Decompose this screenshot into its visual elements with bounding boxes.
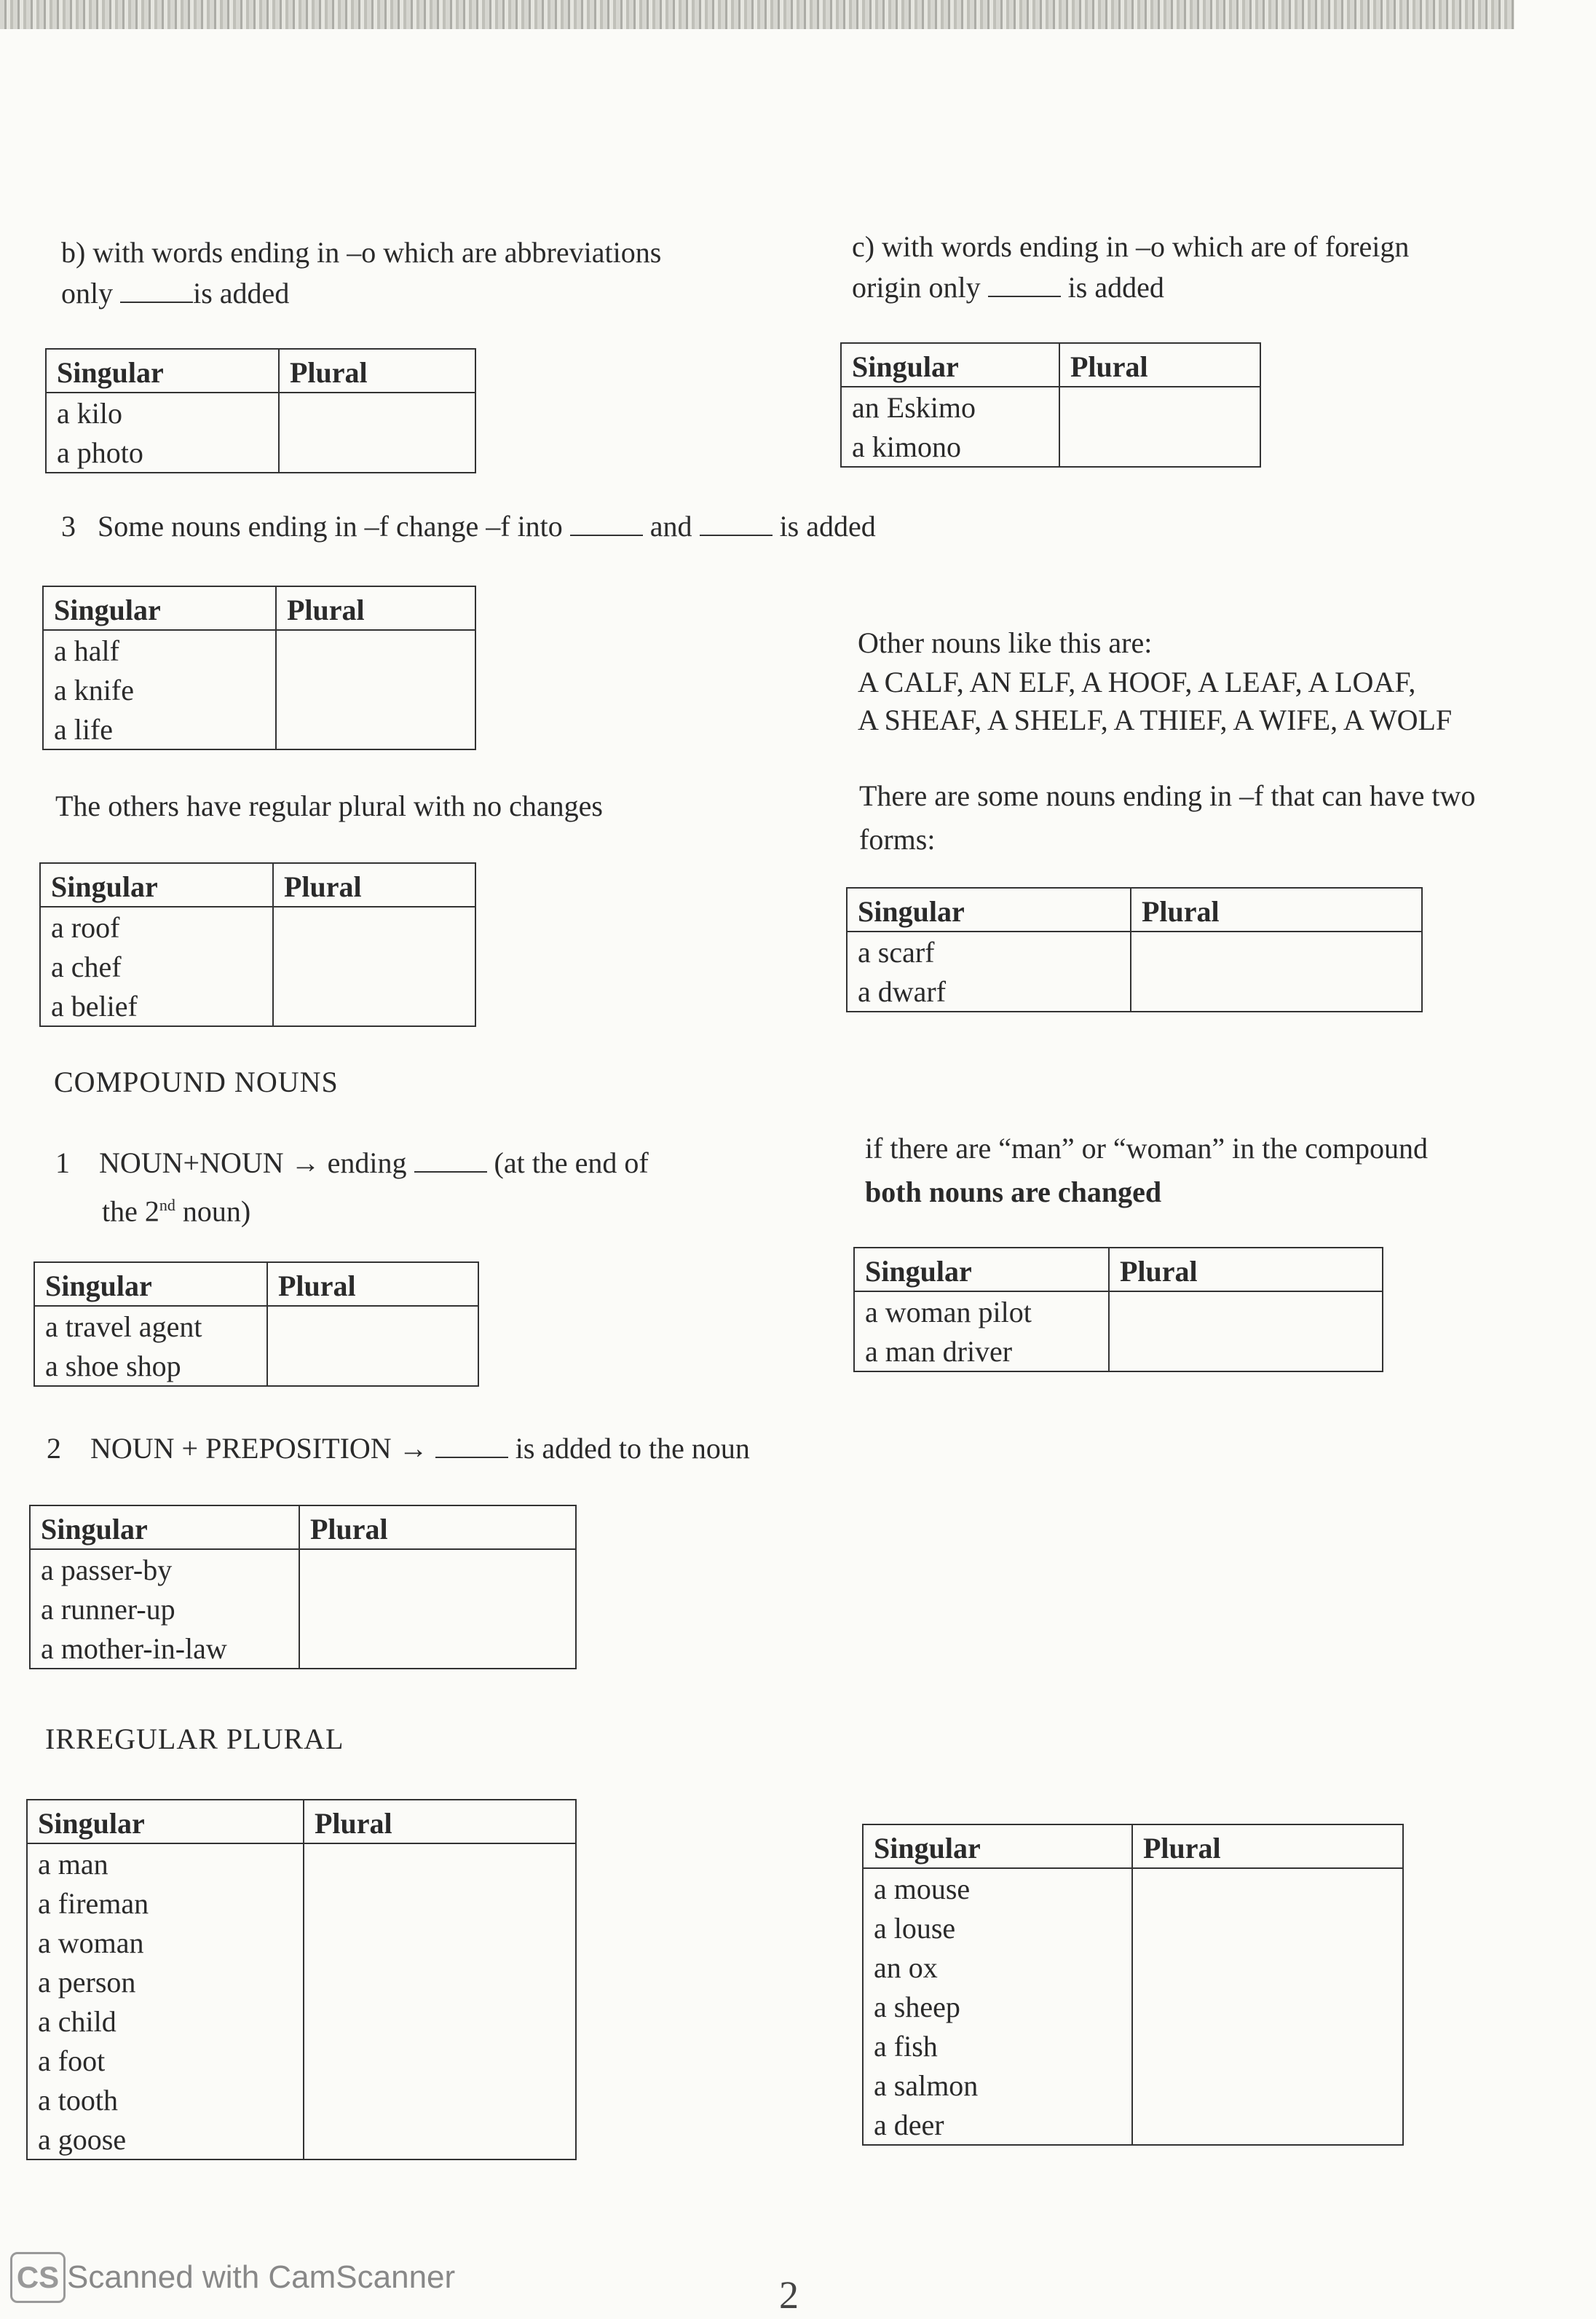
plural-cell[interactable] <box>304 1883 576 1923</box>
plural-cell[interactable] <box>267 1306 478 1346</box>
plural-cell[interactable] <box>304 2080 576 2119</box>
compound-rule1-text-d: noun) <box>175 1194 251 1228</box>
compound-rule1-number: 1 <box>55 1146 70 1179</box>
header-plural: Plural <box>1132 1824 1403 1868</box>
section-3-text-b: and <box>649 510 692 543</box>
plural-cell[interactable] <box>304 2041 576 2080</box>
section-b-line2a: only <box>61 277 114 310</box>
plural-cell[interactable] <box>299 1629 576 1669</box>
regular-f-text: The others have regular plural with no changes <box>55 790 603 822</box>
singular-cell: a fireman <box>27 1883 304 1923</box>
man-woman-line2: both nouns are changed <box>865 1176 1162 1208</box>
answer-blank-3a[interactable] <box>570 510 643 536</box>
plural-cell[interactable] <box>279 433 475 473</box>
singular-cell: a kilo <box>46 393 279 433</box>
singular-cell: a woman pilot <box>854 1291 1109 1331</box>
singular-cell: a fish <box>863 2026 1132 2066</box>
section-3-rule <box>61 505 876 548</box>
plural-cell[interactable] <box>304 1923 576 1962</box>
section-b-line2b: is added <box>193 277 290 310</box>
header-singular: Singular <box>30 1505 299 1549</box>
singular-cell: a passer-by <box>30 1549 299 1589</box>
singular-cell: a scarf <box>847 932 1131 972</box>
header-plural: Plural <box>1059 343 1260 387</box>
plural-cell[interactable] <box>1059 387 1260 427</box>
header-singular: Singular <box>46 349 279 393</box>
plural-cell[interactable] <box>1132 1868 1403 1908</box>
compound-rule2 <box>47 1428 750 1470</box>
camscanner-text: Scanned with CamScanner <box>67 2259 456 2295</box>
answer-blank-3b[interactable] <box>700 510 773 536</box>
header-plural: Plural <box>299 1505 576 1549</box>
two-forms-line2: forms: <box>859 823 936 856</box>
singular-cell: a knife <box>43 670 276 709</box>
section-c-line2a: origin only <box>852 271 981 304</box>
table-compound1 <box>33 1261 479 1387</box>
singular-cell: a woman <box>27 1923 304 1962</box>
singular-cell: a mouse <box>863 1868 1132 1908</box>
compound-rule1-text-a: NOUN+NOUN → ending <box>99 1146 407 1179</box>
other-nouns-intro: Other nouns like this are: <box>858 626 1153 659</box>
plural-cell[interactable] <box>1132 2105 1403 2145</box>
header-singular: Singular <box>27 1800 304 1843</box>
irregular-plural-heading: IRREGULAR PLURAL <box>45 1722 344 1755</box>
singular-cell: a shoe shop <box>34 1346 267 1386</box>
plural-cell[interactable] <box>273 947 475 986</box>
singular-cell: a chef <box>40 947 273 986</box>
plural-cell[interactable] <box>267 1346 478 1386</box>
compound-rule2-number: 2 <box>47 1432 61 1465</box>
plural-cell[interactable] <box>1132 1987 1403 2026</box>
singular-cell: a man <box>27 1843 304 1883</box>
singular-cell: a travel agent <box>34 1306 267 1346</box>
man-woman-line1: if there are “man” or “woman” in the compound <box>865 1132 1429 1165</box>
singular-cell: a runner-up <box>30 1589 299 1629</box>
plural-cell[interactable] <box>304 1962 576 2001</box>
singular-cell: a foot <box>27 2041 304 2080</box>
section-c-line2 <box>852 267 1164 309</box>
singular-cell: a mother-in-law <box>30 1629 299 1669</box>
singular-cell: a half <box>43 630 276 670</box>
section-b-line1: b) with words ending in –o which are abbreviations <box>61 236 662 269</box>
plural-cell[interactable] <box>1132 1908 1403 1948</box>
header-plural: Plural <box>276 586 475 630</box>
header-plural: Plural <box>267 1262 478 1306</box>
header-singular: Singular <box>34 1262 267 1306</box>
section-c-line1: c) with words ending in –o which are of foreign <box>852 230 1410 263</box>
header-plural: Plural <box>1131 888 1422 932</box>
singular-cell: a life <box>43 709 276 749</box>
singular-cell: a person <box>27 1962 304 2001</box>
singular-cell: a louse <box>863 1908 1132 1948</box>
header-plural: Plural <box>304 1800 576 1843</box>
table-regular-f <box>39 862 476 1027</box>
plural-cell[interactable] <box>276 670 475 709</box>
compound-rule1-sup: nd <box>159 1196 175 1214</box>
answer-blank-c[interactable] <box>988 271 1061 297</box>
section-b-line2 <box>61 272 289 315</box>
singular-cell: an ox <box>863 1948 1132 1987</box>
plural-cell[interactable] <box>1131 932 1422 972</box>
compound-rule2-text-a: NOUN + PREPOSITION → <box>90 1432 428 1465</box>
singular-cell: a child <box>27 2001 304 2041</box>
plural-cell[interactable] <box>1109 1331 1383 1371</box>
plural-cell[interactable] <box>304 2001 576 2041</box>
plural-cell[interactable] <box>1132 1948 1403 1987</box>
singular-cell: a belief <box>40 986 273 1026</box>
table-compound2 <box>29 1505 577 1669</box>
section-c-line2b: is added <box>1067 271 1164 304</box>
compound-rule1-line1 <box>55 1142 649 1184</box>
plural-cell[interactable] <box>273 907 475 947</box>
plural-cell[interactable] <box>299 1549 576 1589</box>
singular-cell: a salmon <box>863 2066 1132 2105</box>
header-plural: Plural <box>1109 1248 1383 1291</box>
header-singular: Singular <box>841 343 1059 387</box>
header-singular: Singular <box>43 586 276 630</box>
table-two-forms <box>846 887 1423 1012</box>
plural-cell[interactable] <box>304 1843 576 1883</box>
plural-cell[interactable] <box>304 2119 576 2159</box>
singular-cell: a deer <box>863 2105 1132 2145</box>
plural-cell[interactable] <box>1059 427 1260 467</box>
header-singular: Singular <box>40 863 273 907</box>
page-number: 2 <box>779 2273 799 2317</box>
answer-blank-b[interactable] <box>120 277 193 303</box>
singular-cell: an Eskimo <box>841 387 1059 427</box>
section-3-text-a: Some nouns ending in –f change –f into <box>98 510 563 543</box>
singular-cell: a goose <box>27 2119 304 2159</box>
camscanner-logo: CS <box>10 2252 66 2303</box>
two-forms-line1: There are some nouns ending in –f that can have two <box>859 779 1476 812</box>
plural-cell[interactable] <box>1131 972 1422 1012</box>
header-plural: Plural <box>273 863 475 907</box>
table-irregular-right <box>862 1824 1404 2146</box>
singular-cell: a kimono <box>841 427 1059 467</box>
plural-cell[interactable] <box>1132 2026 1403 2066</box>
table-man-woman <box>853 1247 1383 1372</box>
scan-edge <box>0 0 1514 29</box>
compound-rule1-line2 <box>102 1184 250 1232</box>
table-b <box>45 348 476 473</box>
other-nouns-line1: A CALF, AN ELF, A HOOF, A LEAF, A LOAF, <box>858 666 1416 698</box>
singular-cell: a man driver <box>854 1331 1109 1371</box>
singular-cell: a dwarf <box>847 972 1131 1012</box>
table-irregular-left <box>26 1799 577 2160</box>
table-c <box>840 342 1261 468</box>
other-nouns-line2: A SHEAF, A SHELF, A THIEF, A WIFE, A WOLF <box>858 704 1453 736</box>
compound-rule1-text-b: (at the end of <box>494 1146 649 1179</box>
header-singular: Singular <box>847 888 1131 932</box>
header-plural: Plural <box>279 349 475 393</box>
singular-cell: a sheep <box>863 1987 1132 2026</box>
plural-cell[interactable] <box>273 986 475 1026</box>
camscanner-watermark <box>10 2252 455 2303</box>
plural-cell[interactable] <box>299 1589 576 1629</box>
compound-nouns-heading: COMPOUND NOUNS <box>54 1066 339 1098</box>
compound-rule1-text-c: the 2 <box>102 1194 159 1228</box>
plural-cell[interactable] <box>276 709 475 749</box>
header-singular: Singular <box>863 1824 1132 1868</box>
section-3-text-c: is added <box>779 510 876 543</box>
compound-rule2-text-b: is added to the noun <box>515 1432 750 1465</box>
plural-cell[interactable] <box>1109 1291 1383 1331</box>
plural-cell[interactable] <box>276 630 475 670</box>
singular-cell: a photo <box>46 433 279 473</box>
header-singular: Singular <box>854 1248 1109 1291</box>
answer-blank-compound2[interactable] <box>435 1432 508 1458</box>
plural-cell[interactable] <box>1132 2066 1403 2105</box>
answer-blank-compound1[interactable] <box>414 1146 487 1173</box>
table-f-change <box>42 586 476 750</box>
singular-cell: a roof <box>40 907 273 947</box>
singular-cell: a tooth <box>27 2080 304 2119</box>
section-3-number: 3 <box>61 510 76 543</box>
plural-cell[interactable] <box>279 393 475 433</box>
